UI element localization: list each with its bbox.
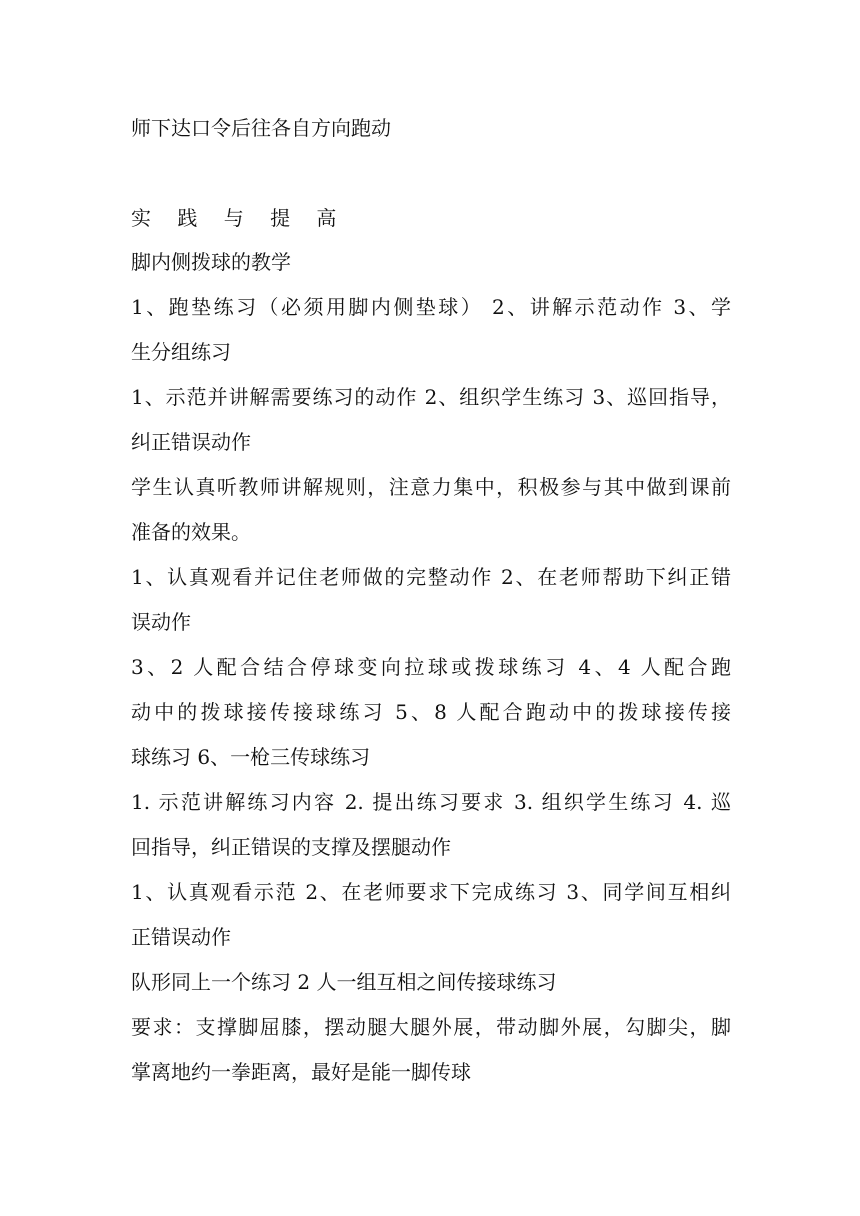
- text-line: 准备的效果。: [131, 520, 251, 544]
- text-line: 生分组练习: [131, 340, 231, 364]
- text-line: 球练习 6、一枪三传球练习: [131, 745, 371, 769]
- text-line: 回指导，纠正错误的支撑及摆腿动作: [131, 835, 451, 859]
- text-line: 纠正错误动作: [131, 430, 251, 454]
- text-line: 3、2 人配合结合停球变向拉球或拨球练习 4、4 人配合跑: [131, 655, 731, 679]
- text-line: 师下达口令后往各自方向跑动: [131, 116, 391, 140]
- text-line: 正错误动作: [131, 925, 231, 949]
- section-heading: 实 践 与 提 高: [131, 206, 347, 230]
- text-line: 1、认真观看示范 2、在老师要求下完成练习 3、同学间互相纠: [131, 880, 731, 904]
- text-line: 要求：支撑脚屈膝，摆动腿大腿外展，带动脚外展，勾脚尖，脚: [131, 1015, 731, 1039]
- text-line: 1、跑垫练习（必须用脚内侧垫球） 2、讲解示范动作 3、学: [131, 295, 731, 319]
- text-line: 1、示范并讲解需要练习的动作 2、组织学生练习 3、巡回指导，: [131, 385, 731, 409]
- text-line: 脚内侧拨球的教学: [131, 250, 291, 274]
- text-line: 队形同上一个练习 2 人一组互相之间传接球练习: [131, 970, 557, 994]
- text-line: 掌离地约一拳距离，最好是能一脚传球: [131, 1060, 471, 1084]
- text-line: 误动作: [131, 610, 191, 634]
- text-line: 1. 示范讲解练习内容 2. 提出练习要求 3. 组织学生练习 4. 巡: [131, 790, 731, 814]
- text-line: 动中的拨球接传接球练习 5、8 人配合跑动中的拨球接传接: [131, 700, 731, 724]
- text-line: 学生认真听教师讲解规则，注意力集中，积极参与其中做到课前: [131, 475, 731, 499]
- text-line: 1、认真观看并记住老师做的完整动作 2、在老师帮助下纠正错: [131, 565, 731, 589]
